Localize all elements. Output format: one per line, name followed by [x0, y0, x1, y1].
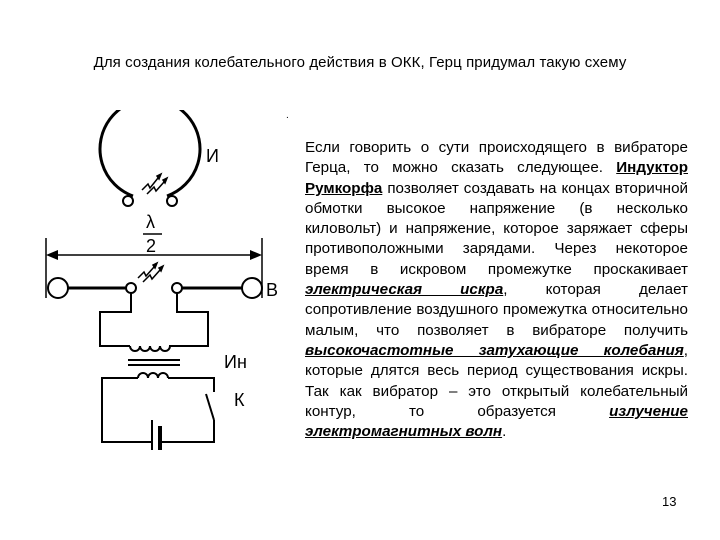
gap-ball-left: [126, 283, 136, 293]
dimension-arrow-right: [250, 250, 262, 260]
text-part-3: , которая делает сопротивление воздушного промежутка относительно малым, что позволяет в вибраторе получить: [305, 281, 688, 339]
text-end: .: [502, 423, 507, 441]
term-electric-spark: электрическая искра: [305, 281, 504, 299]
label-in: Ин: [224, 352, 247, 372]
stray-dot: .: [286, 110, 289, 121]
secondary-lead-left: [100, 293, 131, 346]
label-k: К: [234, 390, 245, 410]
hertz-vibrator-diagram: [30, 110, 290, 450]
sphere-right: [242, 278, 262, 298]
battery-lead: [160, 420, 214, 442]
primary-coil: [138, 373, 168, 378]
gap-ball-right: [172, 283, 182, 293]
ring-ball-left: [123, 196, 133, 206]
dimension-arrow-left: [46, 250, 58, 260]
label-b: В: [266, 280, 279, 300]
ring-spark-icon: [142, 174, 167, 194]
primary-circuit-right: [168, 378, 214, 392]
secondary-lead-right: [176, 293, 208, 346]
gap-spark-icon: [138, 263, 163, 282]
switch-lever: [206, 394, 214, 420]
text-intro: Если говорить о сути происходящего в вибраторе Герца, то можно сказать следующее.: [305, 139, 688, 177]
label-two: 2: [146, 236, 157, 256]
term-damped-oscillations: высокочастотные затухающие колебания: [305, 341, 684, 359]
slide-title: Для создания колебательного действия в ОКК, Герц придумал такую схему: [93, 54, 627, 71]
page-number: 13: [662, 494, 677, 509]
text-part-2: позволяет создавать на концах вторичной обмотки высокое напряжение (в несколько киловольт) и напряжение, которое заряжает сферы противоположными зарядами. Через некоторое время в искровом промежутке проскакивает: [305, 179, 688, 278]
label-i: И: [206, 146, 219, 166]
primary-circuit-left: [102, 378, 152, 442]
ring-ball-right: [167, 196, 177, 206]
text-part-4: , которые длятся весь период существования искры. Так как вибратор – это открытый колебательный контур, то образуется: [305, 341, 688, 420]
secondary-coil: [130, 346, 176, 351]
term-em-radiation: излучение электромагнитных волн: [305, 402, 688, 441]
term-rumkorf-inductor: Индуктор Румкорфа: [305, 159, 688, 197]
body-paragraph: [305, 138, 688, 442]
resonator-ring: [100, 110, 200, 196]
sphere-left: [48, 278, 68, 298]
label-lambda: λ: [146, 212, 155, 232]
